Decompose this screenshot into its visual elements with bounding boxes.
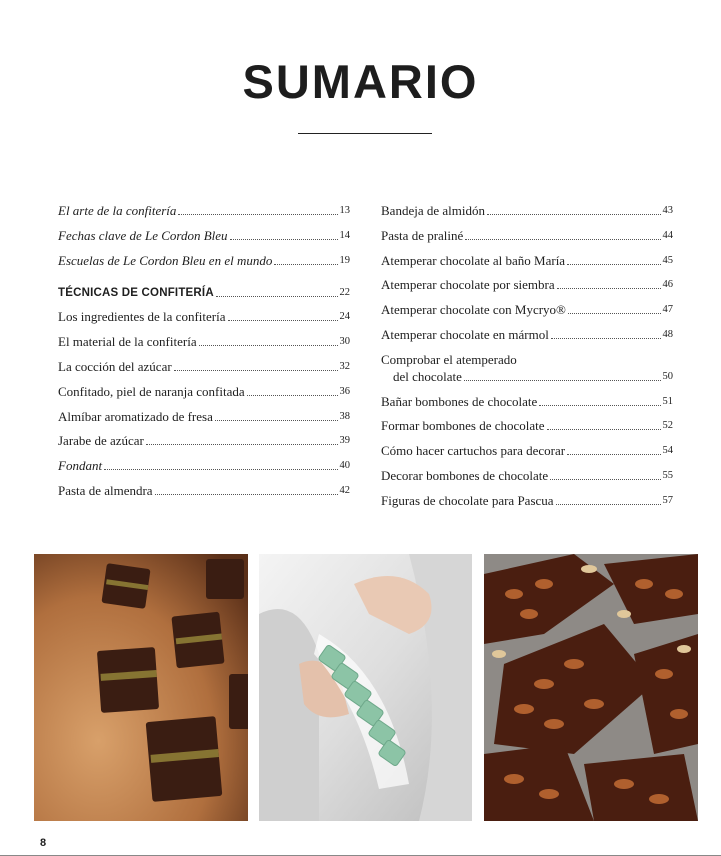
dot-leader [274, 264, 337, 265]
toc-entry[interactable] [381, 228, 673, 244]
toc-entry-title: Los ingredientes de la confitería [58, 309, 226, 325]
photo-chef-mint-bonbons [259, 554, 472, 821]
toc-entry-title: Jarabe de azúcar [58, 433, 144, 449]
dot-leader [216, 296, 338, 297]
toc-entry-title: Figuras de chocolate para Pascua [381, 492, 554, 508]
page-number: 8 [40, 837, 47, 849]
toc-entry-title: El material de la confitería [58, 334, 197, 350]
toc-entry-title: Fondant [58, 458, 103, 474]
dot-leader [556, 504, 661, 505]
toc-entry-page: 47 [662, 304, 673, 316]
title-divider [298, 133, 432, 134]
toc-entry-page: 45 [662, 254, 673, 266]
toc-entry-title: Almíbar aromatizado de fresa [58, 408, 213, 424]
toc-entry-page: 54 [662, 445, 673, 457]
toc-entry[interactable] [381, 352, 673, 385]
toc-entry[interactable] [381, 203, 673, 219]
dot-leader [550, 479, 660, 480]
toc-entry-title: Atemperar chocolate con Mycryo® [381, 302, 566, 318]
toc-entry-page: 19 [339, 254, 350, 266]
toc-entry[interactable] [58, 203, 350, 219]
toc-entry[interactable] [381, 253, 673, 269]
dot-leader [465, 239, 660, 240]
dot-leader [539, 405, 660, 406]
toc-entry-page: 57 [662, 494, 673, 506]
toc-entry[interactable] [58, 309, 350, 325]
toc-entry[interactable] [58, 384, 350, 400]
toc-entry-title: TÉCNICAS DE CONFITERÍA [58, 286, 214, 299]
page-title: SUMARIO [242, 55, 479, 108]
toc-entry-page: 51 [662, 395, 673, 407]
toc-entry-page: 39 [339, 435, 350, 447]
toc-entry-title: Atemperar chocolate en mármol [381, 326, 549, 342]
toc-entry-page: 43 [662, 205, 673, 216]
toc-entry[interactable] [381, 327, 673, 343]
toc-entry[interactable] [58, 228, 350, 244]
toc-entry[interactable] [58, 253, 350, 269]
toc-left-column [58, 203, 350, 508]
toc-entry-title: Comprobar el atemperado [381, 352, 517, 368]
toc-entry-page: 48 [662, 328, 673, 340]
toc-entry-page: 52 [662, 420, 673, 432]
toc-entry-title: Pasta de praliné [381, 227, 464, 243]
toc-entry[interactable] [58, 359, 350, 375]
dot-leader [551, 338, 661, 339]
photo-chocolate-bonbons [34, 554, 248, 821]
dot-leader [215, 420, 338, 421]
toc-entry-title: Fechas clave de Le Cordon Bleu [58, 227, 228, 243]
toc-entry[interactable] [381, 468, 673, 484]
toc-entry-page: 46 [662, 279, 673, 291]
dot-leader [567, 264, 660, 265]
toc-entry-title: Bandeja de almidón [381, 203, 485, 218]
toc-entry[interactable] [381, 493, 673, 509]
dot-leader [174, 370, 338, 371]
toc-entry-title: Cómo hacer cartuchos para decorar [381, 443, 566, 459]
toc-entry-title: Escuelas de Le Cordon Bleu en el mundo [58, 252, 273, 268]
toc-entry-title: La cocción del azúcar [58, 358, 172, 374]
dot-leader [104, 469, 337, 470]
toc-entry-page: 44 [662, 229, 673, 241]
toc-section-heading[interactable] [58, 285, 350, 301]
dot-leader [464, 380, 661, 381]
toc-entry-title: Atemperar chocolate por siembra [381, 277, 555, 293]
toc-entry[interactable] [58, 433, 350, 449]
dot-leader [487, 214, 661, 215]
toc-entry-title: El arte de la confitería [58, 203, 177, 218]
toc-entry-page: 22 [339, 286, 350, 298]
toc-entry-page: 24 [339, 311, 350, 323]
toc-entry-title: Formar bombones de chocolate [381, 418, 545, 434]
dot-leader [230, 239, 338, 240]
toc-entry-page: 40 [339, 460, 350, 472]
toc-entry-title: Decorar bombones de chocolate [381, 467, 549, 483]
toc-entry[interactable] [381, 277, 673, 293]
toc-entry-page: 50 [662, 370, 673, 382]
toc-entry-page: 55 [662, 469, 673, 481]
toc-entry[interactable] [58, 483, 350, 499]
toc-entry-title-line2: del chocolate [393, 368, 462, 384]
toc-entry-page: 42 [339, 484, 350, 496]
toc-entry-page: 30 [339, 336, 350, 348]
toc-entry-title: Atemperar chocolate al baño María [381, 252, 566, 268]
toc-entry[interactable] [58, 334, 350, 350]
toc-entry-title: Pasta de almendra [58, 482, 153, 498]
toc-entry[interactable] [58, 458, 350, 474]
toc-entry-page: 36 [339, 385, 350, 397]
toc-right-column [381, 203, 673, 518]
dot-leader [568, 313, 661, 314]
dot-leader [228, 320, 338, 321]
dot-leader [567, 454, 660, 455]
dot-leader [178, 214, 337, 215]
toc-entry-page: 13 [339, 205, 350, 216]
toc-entry-title: Bañar bombones de chocolate [381, 393, 538, 409]
toc-entry-title: Confitado, piel de naranja confitada [58, 383, 245, 399]
toc-entry[interactable] [381, 418, 673, 434]
toc-entry-page: 38 [339, 410, 350, 422]
dot-leader [199, 345, 338, 346]
photo-almond-chocolate-bark [484, 554, 698, 821]
toc-entry[interactable] [381, 394, 673, 410]
toc-entry[interactable] [381, 443, 673, 459]
toc-entry[interactable] [381, 302, 673, 318]
dot-leader [146, 444, 338, 445]
dot-leader [155, 494, 338, 495]
dot-leader [547, 429, 661, 430]
dot-leader [557, 288, 661, 289]
dot-leader [247, 395, 338, 396]
toc-entry[interactable] [58, 409, 350, 425]
toc-entry-page: 14 [339, 229, 350, 241]
toc-entry-page: 32 [339, 360, 350, 372]
